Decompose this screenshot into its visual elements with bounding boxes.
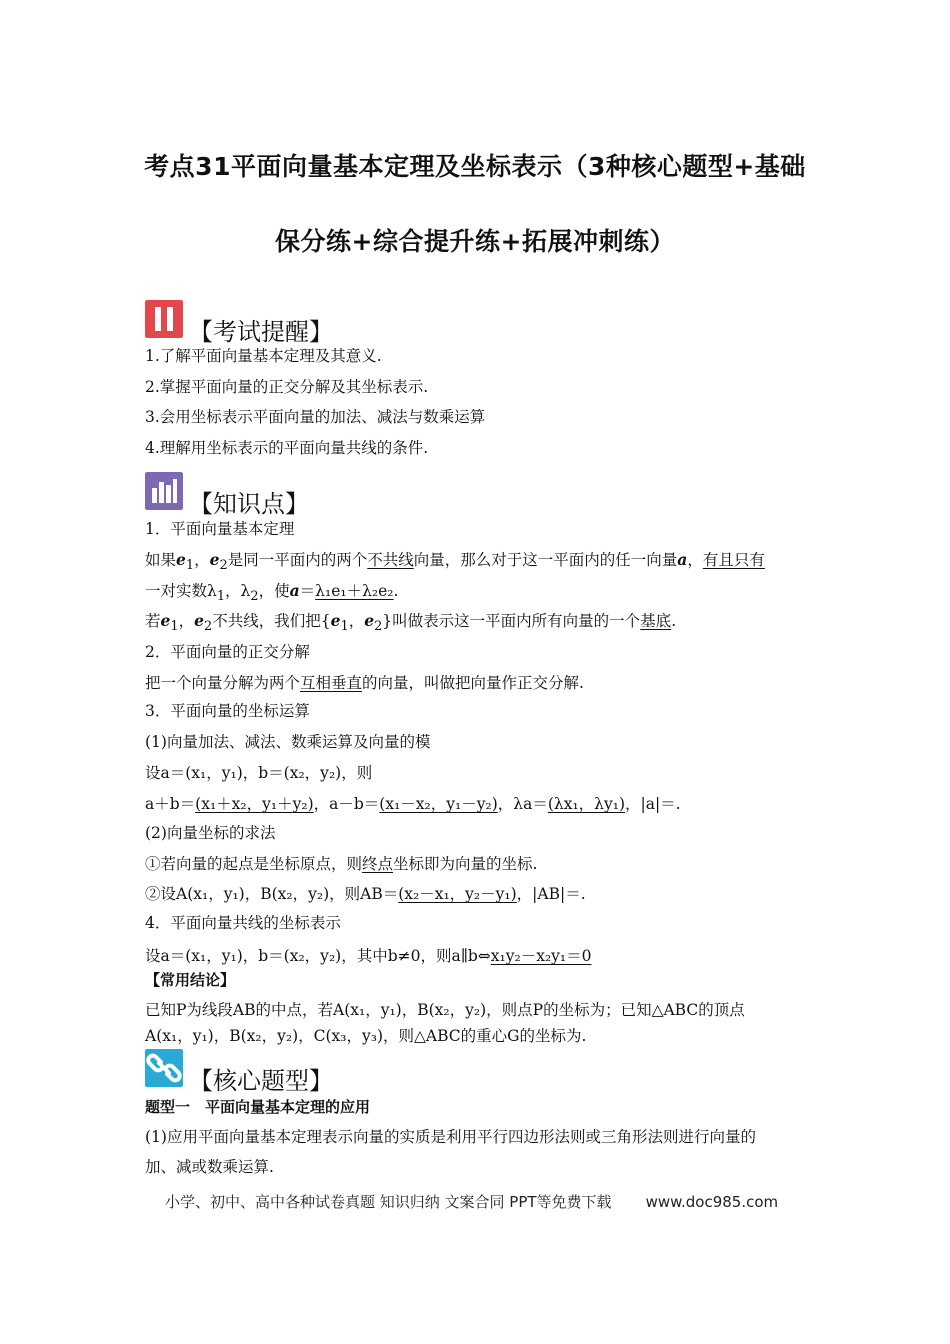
knowledge-text: 如果$e_1$，$e_2$是同一平面内的两个不共线向量，那么对于这一平面内的任一向量a，有且只有 (145, 550, 765, 574)
knowledge-text: 把一个向量分解为两个互相垂直的向量，叫做把向量作正交分解. (145, 674, 584, 692)
type-heading: 题型一 平面向量基本定理的应用 (145, 1098, 371, 1116)
doc-title-line1: 考点31平面向量基本定理及坐标表示（3种核心题型+基础 (144, 152, 806, 181)
knowledge-text: 若$e_1$，$e_2$不共线，我们把{$e_1$，$e_2$}叫做表示这一平面内所有向量的一个基底. (145, 611, 677, 635)
section-title: 【核心题型】 (189, 1067, 333, 1095)
type-text: (1)应用平面向量基本定理表示向量的实质是利用平行四边形法则或三角形法则进行向量的 (145, 1128, 756, 1146)
section-title: 【考试提醒】 (189, 318, 333, 346)
conclusion-label: 【常用结论】 (145, 971, 236, 989)
knowledge-text: 设a＝(x₁，y₁)，b＝(x₂，y₂)，则 (145, 764, 373, 782)
footer (165, 1191, 778, 1212)
knowledge-text: 设a＝(x₁，y₁)，b＝(x₂，y₂)，其中b≠0，则a∥b⇔x₁y₂－x₂y₁＝0 (145, 947, 592, 965)
doc-title-line2: 保分练+综合提升练+拓展冲刺练） (275, 227, 675, 256)
knowledge-text: (2)向量坐标的求法 (145, 824, 276, 842)
knowledge-text: ②设A(x₁，y₁)，B(x₂，y₂)，则AB＝(x₂－x₁，y₂－y₁)，|AB|＝. (145, 885, 586, 903)
reminder-item: 1.了解平面向量基本定理及其意义. (145, 347, 382, 365)
conclusion-text: 已知P为线段AB的中点，若A(x₁，y₁)，B(x₂，y₂)，则点P的坐标为；已知△ABC的顶点 (145, 1001, 745, 1019)
knowledge-text: 一对实数$\lambda_1$，$\lambda_2$，使a＝λ₁e₁＋λ₂e₂. (145, 581, 399, 605)
footer-text: 小学、初中、高中各种试卷真题 知识归纳 文案合同 PPT等免费下载 (165, 1193, 612, 1211)
footer-site-link[interactable]: www.doc985.com (645, 1193, 779, 1211)
knowledge-text: a＋b＝(x₁＋x₂，y₁＋y₂)，a－b＝(x₁－x₂，y₁－y₂)，λa＝(λx₁，λy₁)，|a|＝. (145, 795, 681, 813)
conclusion-text: A(x₁，y₁)，B(x₂，y₂)，C(x₃，y₃)，则△ABC的重心G的坐标为. (145, 1027, 587, 1045)
knowledge-heading: 3．平面向量的坐标运算 (145, 702, 310, 720)
chain-link-icon (145, 1049, 183, 1087)
knowledge-heading: 2．平面向量的正交分解 (145, 643, 310, 661)
pause-bars-icon (145, 300, 183, 338)
knowledge-text: (1)向量加法、减法、数乘运算及向量的模 (145, 733, 431, 751)
knowledge-text: ①若向量的起点是坐标原点，则终点坐标即为向量的坐标. (145, 855, 538, 873)
section-title: 【知识点】 (189, 490, 309, 518)
knowledge-heading: 4．平面向量共线的坐标表示 (145, 914, 341, 932)
reminder-item: 4.理解用坐标表示的平面向量共线的条件. (145, 439, 429, 457)
knowledge-heading: 1．平面向量基本定理 (145, 520, 295, 538)
bar-chart-icon (145, 472, 183, 510)
reminder-item: 3.会用坐标表示平面向量的加法、减法与数乘运算 (145, 408, 486, 426)
type-text: 加、减或数乘运算. (145, 1158, 274, 1176)
reminder-item: 2.掌握平面向量的正交分解及其坐标表示. (145, 378, 429, 396)
